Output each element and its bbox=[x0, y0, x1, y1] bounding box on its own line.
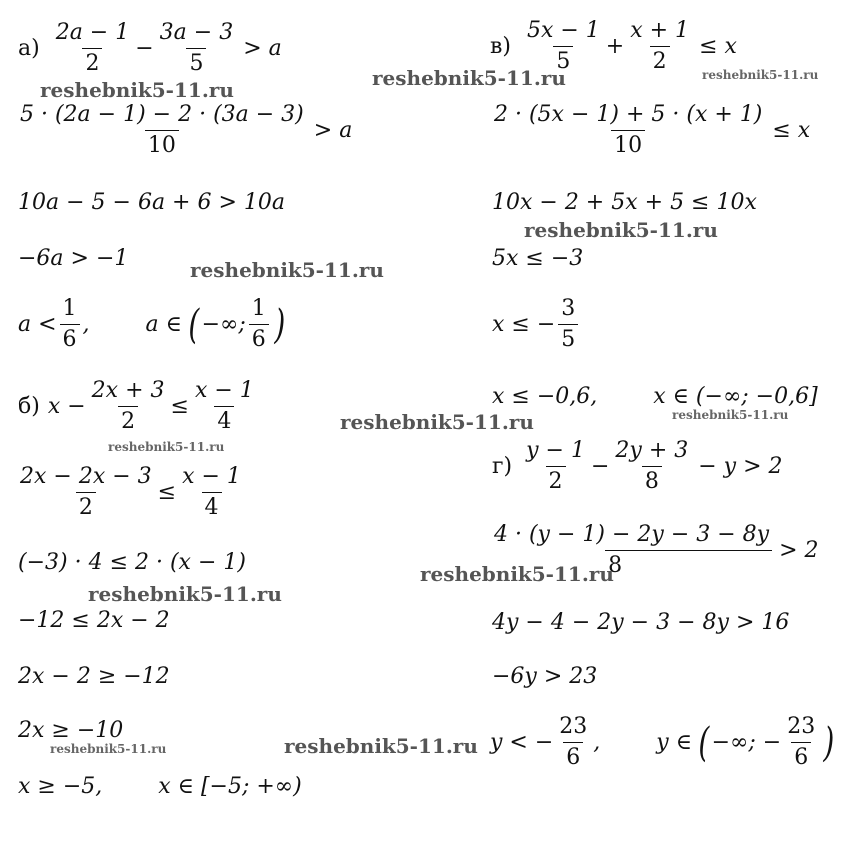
b-line-6: 2x ≥ −10 bbox=[18, 718, 124, 743]
watermark-6: reshebnik5-11.ru bbox=[340, 410, 534, 434]
v-line-6: x ≤ −0,6, x ∈ (−∞; −0,6] bbox=[492, 384, 818, 409]
watermark-12: reshebnik5-11.ru bbox=[284, 734, 478, 758]
a-line-2: $\frac{5 \cdot (2a - 1) - 2 \cdot (3a - 3)}{10}$ > a bbox=[14, 104, 352, 157]
g-line-5: y < − $\frac{23}{6}$ , y ∈ ( −∞; − $\frac{23}{6}$ ) bbox=[490, 714, 835, 770]
a-line-5: a < $\frac{1}{6}$ , a ∈ ( −∞; $\frac{1}{6}$ ) bbox=[18, 296, 286, 352]
watermark-10: reshebnik5-11.ru bbox=[88, 582, 282, 606]
watermark-3: reshebnik5-11.ru bbox=[702, 68, 819, 82]
b-line-2: $\frac{2x - 2x - 3}{2}$ ≤ $\frac{x - 1}{4}$ bbox=[20, 464, 241, 520]
watermark-4: reshebnik5-11.ru bbox=[524, 218, 718, 242]
watermark-5: reshebnik5-11.ru bbox=[190, 258, 384, 282]
a-line-3: 10a − 5 − 6a + 6 > 10a bbox=[18, 190, 286, 215]
g-line-1: г) $\frac{y - 1}{2}$ − $\frac{2y + 3}{8}$ − y > 2 bbox=[492, 438, 783, 494]
b-label: б) bbox=[18, 393, 40, 419]
watermark-9: reshebnik5-11.ru bbox=[420, 562, 614, 586]
watermark-7: reshebnik5-11.ru bbox=[672, 408, 789, 422]
g-label: г) bbox=[492, 453, 513, 479]
g-line-2: $\frac{4 \cdot (y - 1) - 2y - 3 - 8y}{8}$ > 2 bbox=[494, 522, 819, 578]
watermark-8: reshebnik5-11.ru bbox=[108, 440, 225, 454]
v-line-2: $\frac{2 \cdot (5x - 1) + 5 \cdot (x + 1)}{10}$ ≤ x bbox=[494, 102, 811, 158]
a-fraction-1: $\frac{2a - 1}{2}$ bbox=[55, 20, 130, 76]
b-line-3: (−3) · 4 ≤ 2 · (x − 1) bbox=[18, 550, 246, 575]
v-line-1: в) $\frac{5x - 1}{5}$ + $\frac{x + 1}{2}$ ≤ x bbox=[490, 18, 737, 74]
v-line-3: 10x − 2 + 5x + 5 ≤ 10x bbox=[492, 190, 757, 215]
g-line-3: 4y − 4 − 2y − 3 − 8y > 16 bbox=[492, 610, 790, 635]
watermark-2: reshebnik5-11.ru bbox=[372, 66, 566, 90]
watermark-1: reshebnik5-11.ru bbox=[40, 78, 234, 102]
a-line-1: а) $\frac{2a - 1}{2}$ − $\frac{3a - 3}{5}$ > a bbox=[18, 20, 282, 76]
v-line-5: x ≤ − $\frac{3}{5}$ bbox=[492, 298, 581, 351]
v-label: в) bbox=[490, 33, 511, 59]
g-line-4: −6y > 23 bbox=[492, 664, 598, 689]
b-line-4: −12 ≤ 2x − 2 bbox=[18, 608, 170, 633]
a-label: а) bbox=[18, 35, 40, 61]
a-fraction-2: $\frac{3a - 3}{5}$ bbox=[159, 20, 234, 76]
v-line-4: 5x ≤ −3 bbox=[492, 246, 584, 271]
b-line-1: б) x − $\frac{2x + 3}{2}$ ≤ $\frac{x - 1}{4}$ bbox=[18, 378, 254, 434]
b-line-5: 2x − 2 ≥ −12 bbox=[18, 664, 170, 689]
watermark-11: reshebnik5-11.ru bbox=[50, 742, 167, 756]
a-line-4: −6a > −1 bbox=[18, 246, 129, 271]
b-line-7: x ≥ −5, x ∈ [−5; +∞) bbox=[18, 774, 302, 799]
a-fraction-combined: $\frac{5 \cdot (2a - 1) - 2 \cdot (3a - 3)}{10}$ bbox=[20, 102, 304, 158]
